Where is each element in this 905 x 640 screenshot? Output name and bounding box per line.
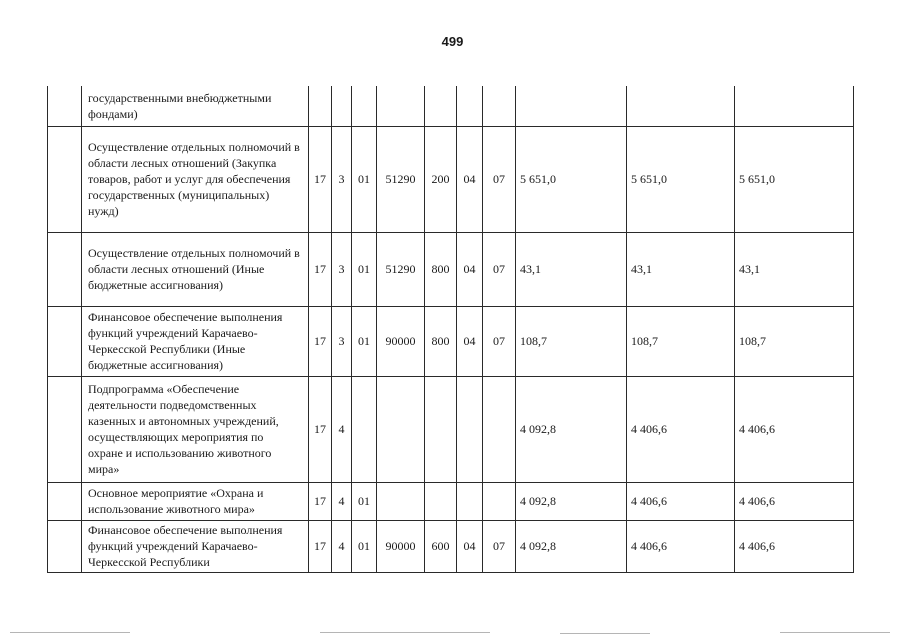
code-cell: 90000 [377,520,425,572]
amount-cell: 4 406,6 [735,482,854,520]
code-cell: 07 [483,520,516,572]
code-cell [483,86,516,126]
code-cell: 51290 [377,126,425,232]
row-description: Основное мероприятие «Охрана и использование животного мира» [82,482,309,520]
code-cell: 3 [332,306,352,376]
row-gutter-cell [48,482,82,520]
code-cell: 4 [332,482,352,520]
code-cell: 17 [309,520,332,572]
code-cell: 07 [483,126,516,232]
table-row [48,520,854,572]
scan-artifact-line [560,633,650,634]
code-cell: 600 [425,520,457,572]
code-cell [425,86,457,126]
amount-cell: 4 092,8 [516,376,627,482]
code-cell [483,482,516,520]
amount-cell: 108,7 [735,306,854,376]
code-cell [457,482,483,520]
code-cell: 17 [309,232,332,306]
amount-cell: 4 092,8 [516,520,627,572]
amount-cell: 4 406,6 [627,376,735,482]
amount-cell: 4 406,6 [627,520,735,572]
table-row [48,232,854,306]
code-cell [425,376,457,482]
code-cell: 07 [483,232,516,306]
code-cell [352,86,377,126]
amount-cell: 5 651,0 [735,126,854,232]
code-cell: 90000 [377,306,425,376]
code-cell: 01 [352,306,377,376]
code-cell: 01 [352,232,377,306]
row-gutter-cell [48,520,82,572]
code-cell [377,482,425,520]
budget-table [47,86,854,573]
amount-cell: 43,1 [516,232,627,306]
amount-cell: 4 406,6 [627,482,735,520]
code-cell [352,376,377,482]
code-cell: 51290 [377,232,425,306]
amount-cell: 4 092,8 [516,482,627,520]
row-gutter-cell [48,376,82,482]
row-gutter-cell [48,126,82,232]
row-description: Финансовое обеспечение выполнения функций учреждений Карачаево-Черкесской Республики (Иные бюджетные ассигнования) [82,306,309,376]
code-cell: 17 [309,126,332,232]
code-cell: 04 [457,232,483,306]
row-description: Осуществление отдельных полномочий в области лесных отношений (Иные бюджетные ассигнования) [82,232,309,306]
table-row [48,306,854,376]
code-cell: 800 [425,232,457,306]
code-cell [377,376,425,482]
amount-cell [735,86,854,126]
code-cell: 04 [457,520,483,572]
code-cell [377,86,425,126]
code-cell: 17 [309,376,332,482]
row-description: Финансовое обеспечение выполнения функций учреждений Карачаево-Черкесской Республики [82,520,309,572]
code-cell [425,482,457,520]
code-cell: 04 [457,126,483,232]
amount-cell: 43,1 [627,232,735,306]
code-cell: 01 [352,520,377,572]
scan-artifact-line [10,632,130,633]
scan-artifact-line [780,632,890,633]
code-cell: 3 [332,232,352,306]
code-cell: 17 [309,482,332,520]
row-gutter-cell [48,86,82,126]
code-cell: 4 [332,376,352,482]
amount-cell: 5 651,0 [516,126,627,232]
code-cell [483,376,516,482]
row-gutter-cell [48,306,82,376]
table-row [48,376,854,482]
code-cell: 200 [425,126,457,232]
amount-cell [516,86,627,126]
amount-cell: 4 406,6 [735,376,854,482]
row-description: Подпрограмма «Обеспечение деятельности подведомственных казенных и автономных учреждений, осуществляющих мероприятия по охране и использованию животного мира» [82,376,309,482]
row-gutter-cell [48,232,82,306]
code-cell [457,376,483,482]
amount-cell: 108,7 [627,306,735,376]
table-row [48,86,854,126]
code-cell: 17 [309,306,332,376]
amount-cell: 4 406,6 [735,520,854,572]
code-cell: 4 [332,520,352,572]
row-description: Осуществление отдельных полномочий в области лесных отношений (Закупка товаров, работ и услуг для обеспечения государственных (муниципальных) нужд) [82,126,309,232]
code-cell: 3 [332,126,352,232]
code-cell [457,86,483,126]
code-cell: 01 [352,126,377,232]
table-row [48,126,854,232]
amount-cell: 43,1 [735,232,854,306]
table-row [48,482,854,520]
page-number: 499 [441,34,464,49]
scan-artifact-line [320,632,490,633]
code-cell: 04 [457,306,483,376]
amount-cell: 108,7 [516,306,627,376]
code-cell: 01 [352,482,377,520]
code-cell [309,86,332,126]
code-cell: 800 [425,306,457,376]
code-cell: 07 [483,306,516,376]
amount-cell: 5 651,0 [627,126,735,232]
amount-cell [627,86,735,126]
code-cell [332,86,352,126]
row-description: государственными внебюджетными фондами) [82,86,309,126]
